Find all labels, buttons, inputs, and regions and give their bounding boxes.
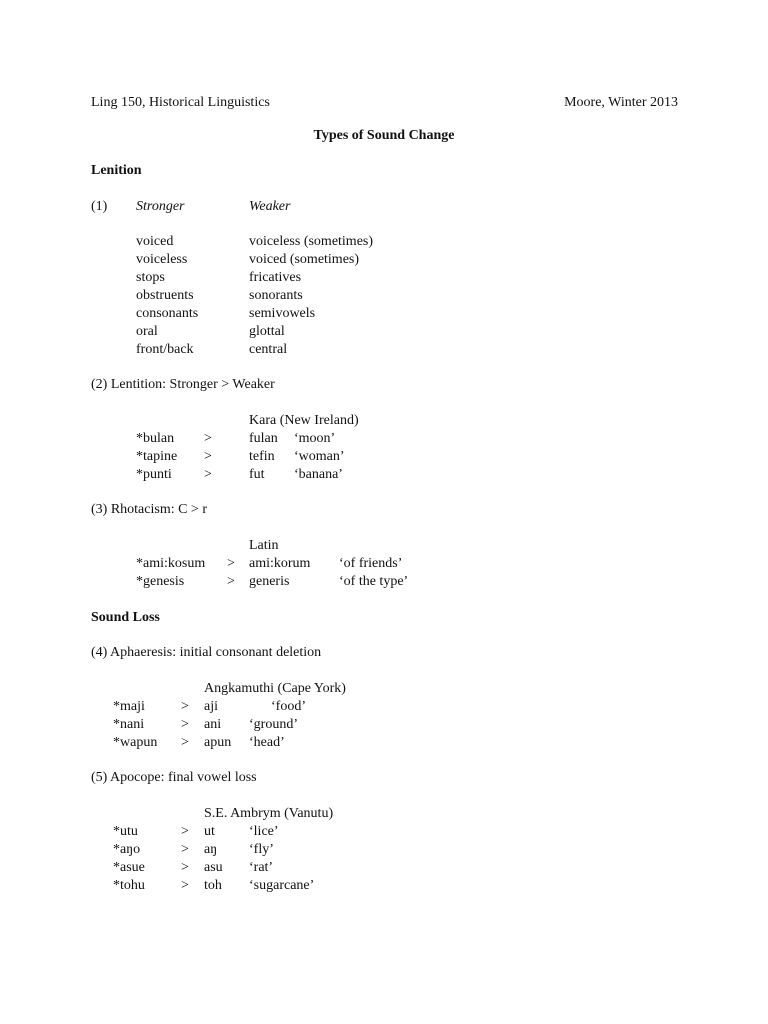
gloss: ‘head’ bbox=[249, 735, 285, 750]
weaker-cell: central bbox=[249, 342, 288, 357]
change-arrow: > bbox=[181, 735, 189, 750]
stronger-cell: voiced bbox=[136, 234, 174, 249]
proto-form: *bulan bbox=[136, 431, 175, 446]
proto-form: *ami:kosum bbox=[136, 556, 206, 571]
stronger-cell: oral bbox=[136, 324, 158, 339]
example-label-3: (3) Rhotacism: C > r bbox=[91, 502, 207, 517]
column-header-weaker: Weaker bbox=[249, 199, 291, 214]
gloss: ‘of the type’ bbox=[339, 574, 409, 589]
gloss: ‘food’ bbox=[271, 699, 306, 714]
reflex-form: fut bbox=[249, 467, 265, 482]
proto-form: *tapine bbox=[136, 449, 178, 464]
change-arrow: > bbox=[181, 860, 189, 875]
reflex-form: ani bbox=[204, 717, 222, 732]
stronger-cell: voiceless bbox=[136, 252, 188, 267]
section-heading-sound-loss: Sound Loss bbox=[91, 610, 160, 625]
proto-form: *genesis bbox=[136, 574, 185, 589]
reflex-form: tefin bbox=[249, 449, 275, 464]
reflex-form: aji bbox=[204, 699, 218, 714]
change-arrow: > bbox=[227, 574, 235, 589]
change-arrow: > bbox=[181, 842, 189, 857]
example-number-1: (1) bbox=[91, 199, 108, 214]
change-arrow: > bbox=[204, 449, 212, 464]
stronger-cell: consonants bbox=[136, 306, 199, 321]
change-arrow: > bbox=[204, 431, 212, 446]
language-label: S.E. Ambrym (Vanutu) bbox=[204, 806, 334, 821]
page-title: Types of Sound Change bbox=[313, 128, 455, 143]
reflex-form: ami:korum bbox=[249, 556, 311, 571]
example-label-4: (4) Aphaeresis: initial consonant deletion bbox=[91, 645, 322, 660]
proto-form: *maji bbox=[113, 699, 145, 714]
gloss: ‘lice’ bbox=[249, 824, 279, 839]
weaker-cell: voiced (sometimes) bbox=[249, 252, 360, 267]
author-term-header: Moore, Winter 2013 bbox=[564, 95, 678, 110]
reflex-form: aŋ bbox=[204, 842, 218, 857]
reflex-form: ut bbox=[204, 824, 215, 839]
stronger-cell: obstruents bbox=[136, 288, 194, 303]
gloss: ‘woman’ bbox=[294, 449, 345, 464]
proto-form: *asue bbox=[113, 860, 145, 875]
change-arrow: > bbox=[181, 717, 189, 732]
change-arrow: > bbox=[181, 824, 189, 839]
gloss: ‘ground’ bbox=[249, 717, 298, 732]
gloss: ‘rat’ bbox=[249, 860, 274, 875]
language-label: Latin bbox=[249, 538, 279, 553]
stronger-cell: stops bbox=[136, 270, 165, 285]
change-arrow: > bbox=[181, 878, 189, 893]
language-label: Kara (New Ireland) bbox=[249, 413, 359, 428]
column-header-stronger: Stronger bbox=[136, 199, 185, 214]
proto-form: *aŋo bbox=[113, 842, 141, 857]
change-arrow: > bbox=[227, 556, 235, 571]
proto-form: *punti bbox=[136, 467, 172, 482]
reflex-form: toh bbox=[204, 878, 222, 893]
gloss: ‘fly’ bbox=[249, 842, 274, 857]
change-arrow: > bbox=[181, 699, 189, 714]
gloss: ‘sugarcane’ bbox=[249, 878, 315, 893]
proto-form: *wapun bbox=[113, 735, 158, 750]
proto-form: *tohu bbox=[113, 878, 145, 893]
gloss: ‘moon’ bbox=[294, 431, 336, 446]
reflex-form: apun bbox=[204, 735, 232, 750]
example-label-2: (2) Lentition: Stronger > Weaker bbox=[91, 377, 275, 392]
course-header: Ling 150, Historical Linguistics bbox=[91, 95, 270, 110]
weaker-cell: fricatives bbox=[249, 270, 302, 285]
section-heading-lenition: Lenition bbox=[91, 163, 142, 178]
weaker-cell: semivowels bbox=[249, 306, 316, 321]
weaker-cell: voiceless (sometimes) bbox=[249, 234, 374, 249]
weaker-cell: sonorants bbox=[249, 288, 303, 303]
reflex-form: fulan bbox=[249, 431, 278, 446]
reflex-form: generis bbox=[249, 574, 290, 589]
stronger-cell: front/back bbox=[136, 342, 194, 357]
weaker-cell: glottal bbox=[249, 324, 285, 339]
reflex-form: asu bbox=[204, 860, 223, 875]
language-label: Angkamuthi (Cape York) bbox=[204, 681, 346, 696]
gloss: ‘banana’ bbox=[294, 467, 343, 482]
proto-form: *nani bbox=[113, 717, 145, 732]
example-label-5: (5) Apocope: final vowel loss bbox=[91, 770, 257, 785]
change-arrow: > bbox=[204, 467, 212, 482]
gloss: ‘of friends’ bbox=[339, 556, 403, 571]
proto-form: *utu bbox=[113, 824, 138, 839]
